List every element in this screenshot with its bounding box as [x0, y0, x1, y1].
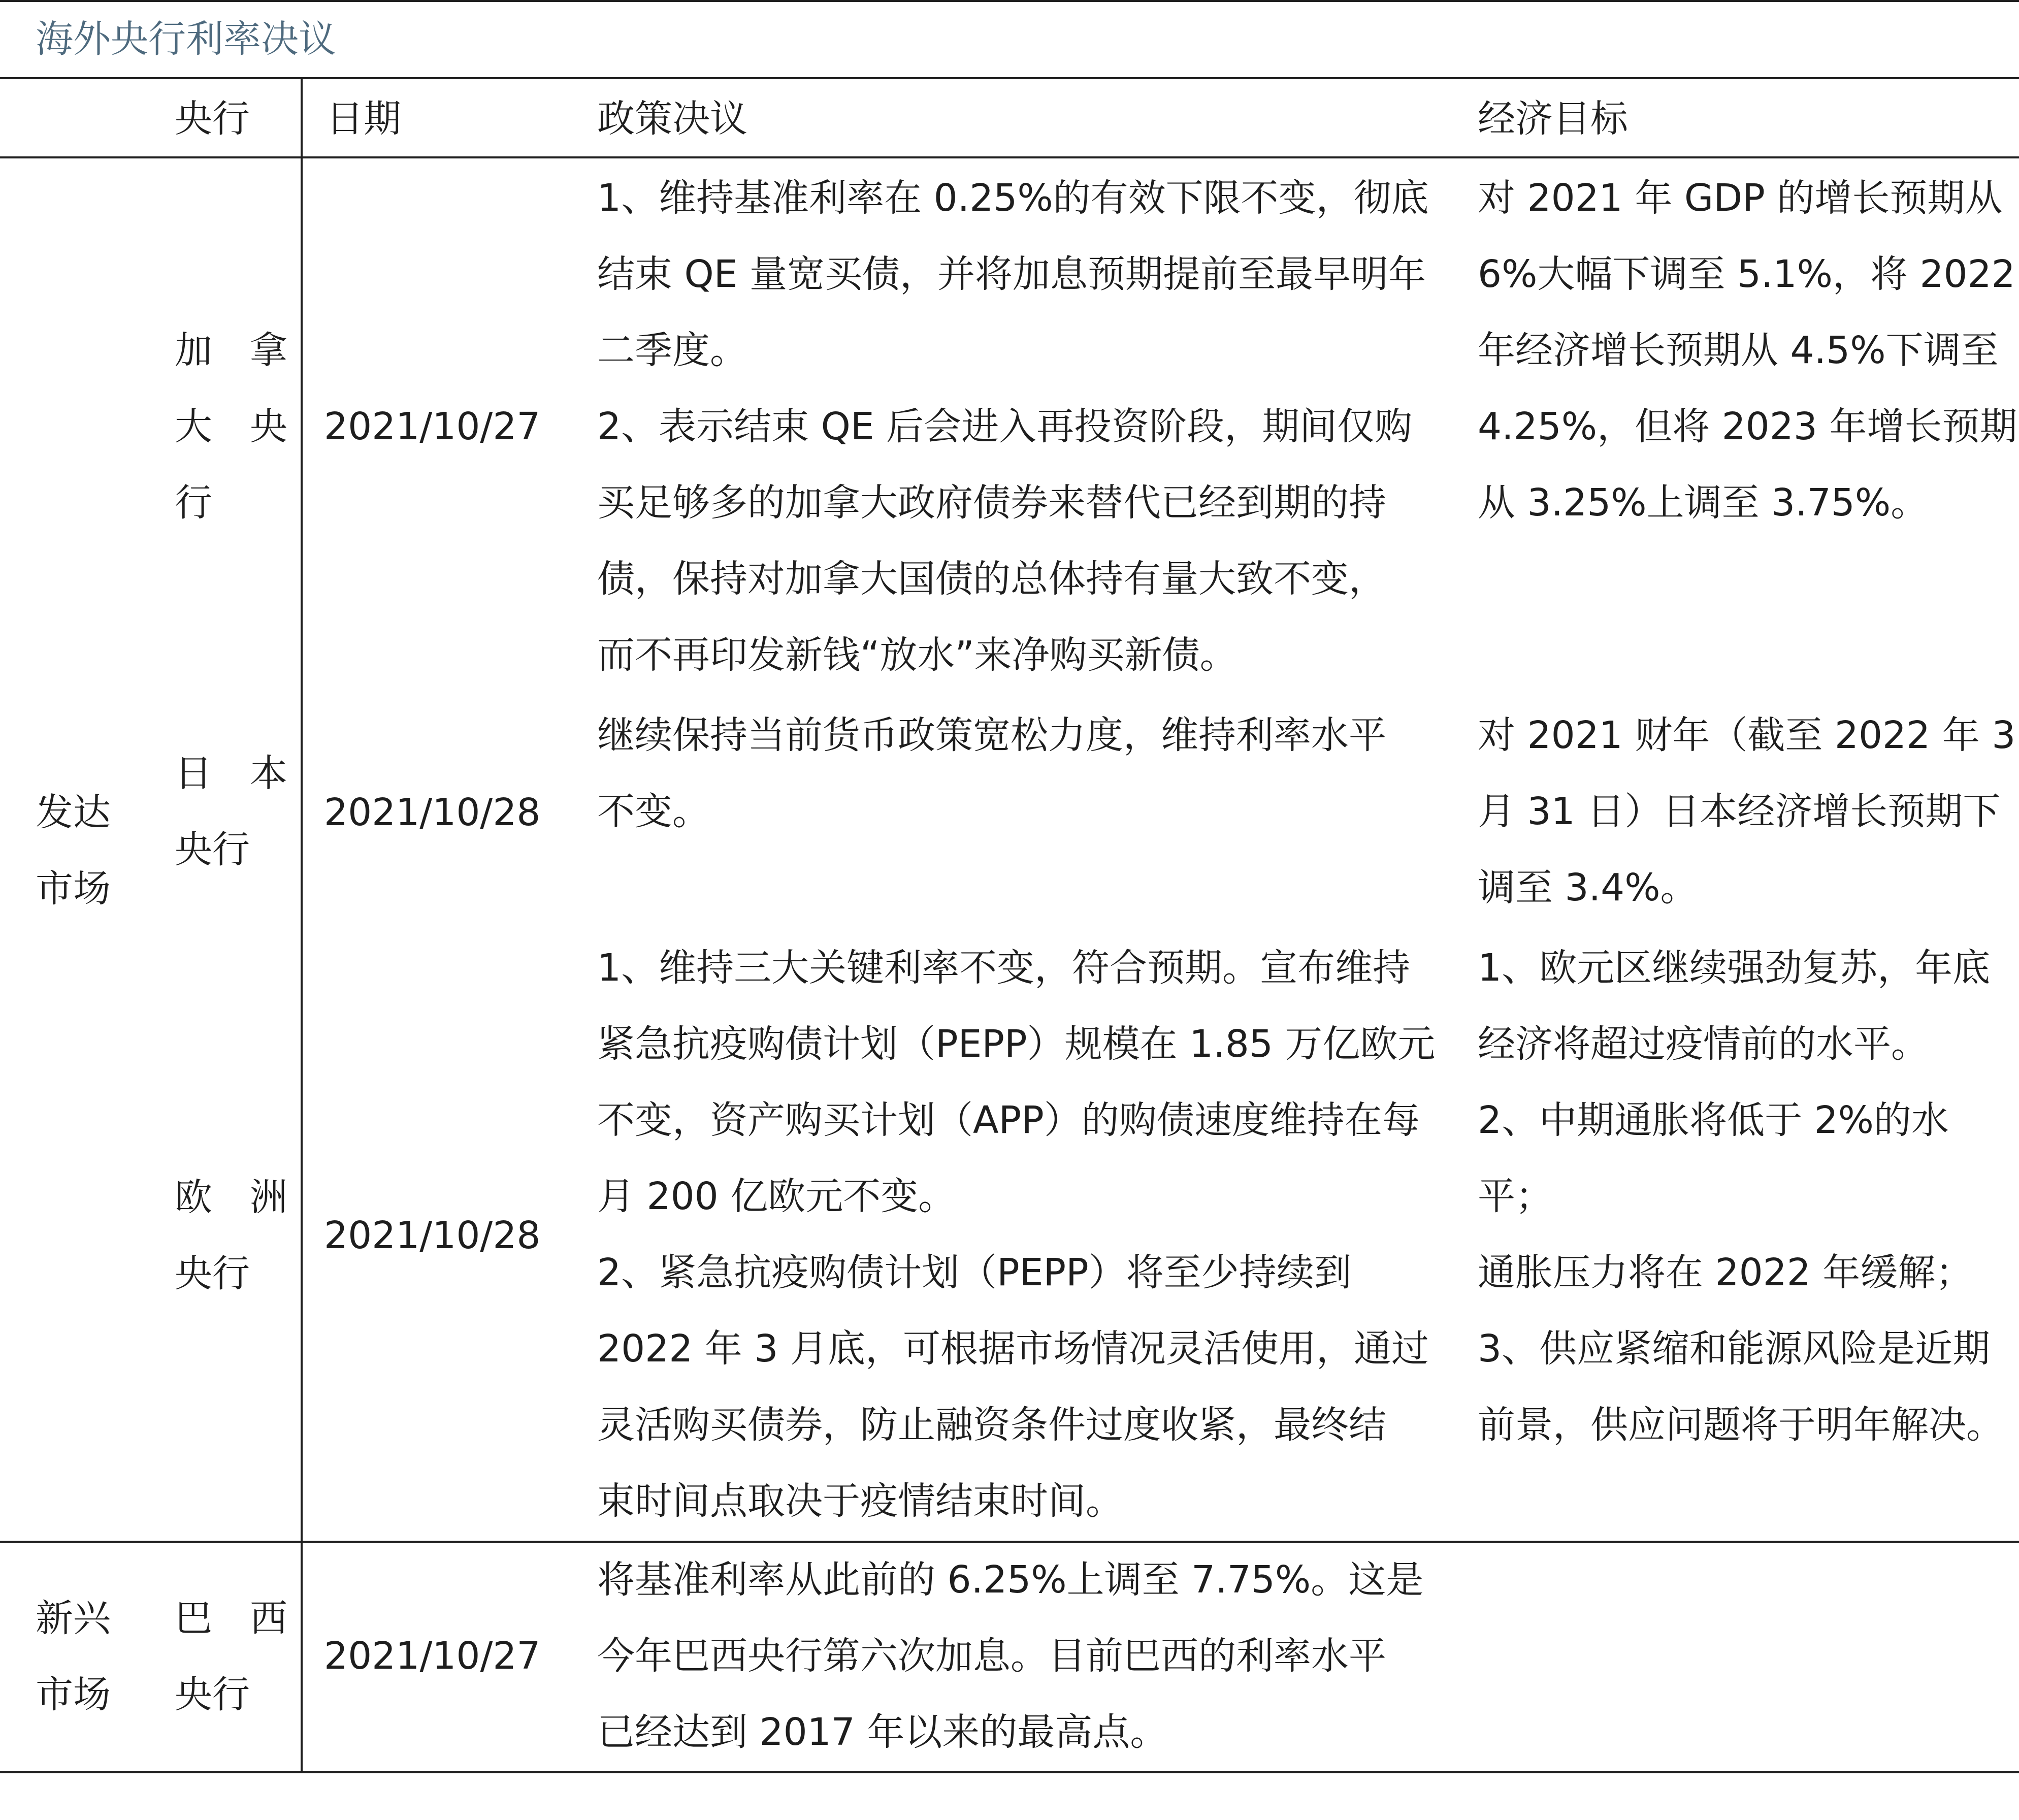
policy-brazil: 将基准利率从此前的 6.25%上调至 7.75%。这是 今年巴西央行第六次加息。目前巴西的利率水平 已经达到 2017 年以来的最高点。	[597, 1558, 1424, 1754]
bank-japan: 日 本 央行	[175, 752, 287, 871]
header-bank: 央行	[175, 97, 250, 141]
date-ecb: 2021/10/28	[324, 1214, 541, 1257]
header-target: 经济目标	[1478, 97, 1628, 141]
bank-ecb: 欧 洲 央行	[175, 1176, 287, 1295]
header-policy: 政策决议	[597, 97, 747, 141]
policy-canada: 1、维持基准利率在 0.25%的有效下限不变，彻底 结束 QE 量宽买债，并将加息预期提前至最早明年 二季度。 2、表示结束 QE 后会进入再投资阶段，期间仅购 买足够多的加拿大政府债券来替代已经到期的持 债，保持对加拿大国债的总体持有量大致不变， 而不再印发新钱“放水”来净购买新债。	[597, 176, 1429, 677]
policy-ecb: 1、维持三大关键利率不变，符合预期。宣布维持 紧急抗疫购债计划（PEPP）规模在 1.85 万亿欧元 不变，资产购买计划（APP）的购债速度维持在每 月 200 亿欧元不变。 2、紧急抗疫购债计划（PEPP）将至少持续到 2022 年 3 月底，可根据市场情况灵活使用，通过 灵活购买债券，防止融资条件过度收紧，最终结 束时间点取决于疫情结束时间。	[597, 946, 1436, 1523]
table-bottom-rule	[0, 1771, 2019, 1773]
date-brazil: 2021/10/27	[324, 1634, 541, 1678]
policy-japan: 继续保持当前货币政策宽松力度，维持利率水平 不变。	[597, 713, 1386, 833]
header-bottom-rule	[0, 156, 2019, 158]
bank-canada: 加 拿 大 央 行	[175, 329, 287, 525]
table-title: 海外央行利率决议	[36, 17, 336, 61]
target-ecb: 1、欧元区继续强劲复苏，年底 经济将超过疫情前的水平。 2、中期通胀将低于 2%的水平； 通胀压力将在 2022 年缓解； 3、供应紧缩和能源风险是近期 前景，供应问题将于明年解决。	[1478, 946, 2004, 1447]
column-divider	[301, 79, 303, 1773]
target-japan: 对 2021 财年（截至 2022 年 3 月 31 日）日本经济增长预期下 调至 3.4%。	[1478, 713, 2016, 909]
header-date: 日期	[326, 97, 401, 141]
bank-brazil: 巴 西 央行	[175, 1597, 287, 1716]
target-canada: 对 2021 年 GDP 的增长预期从 6%大幅下调至 5.1%，将 2022 年经济增长预期从 4.5%下调至 4.25%，但将 2023 年增长预期 从 3.25%上调至 3.75%。	[1478, 176, 2017, 525]
date-japan: 2021/10/28	[324, 791, 541, 834]
market-emerging: 新兴 市场	[36, 1597, 111, 1716]
market-developed: 发达 市场	[36, 791, 111, 911]
date-canada: 2021/10/27	[324, 405, 541, 448]
